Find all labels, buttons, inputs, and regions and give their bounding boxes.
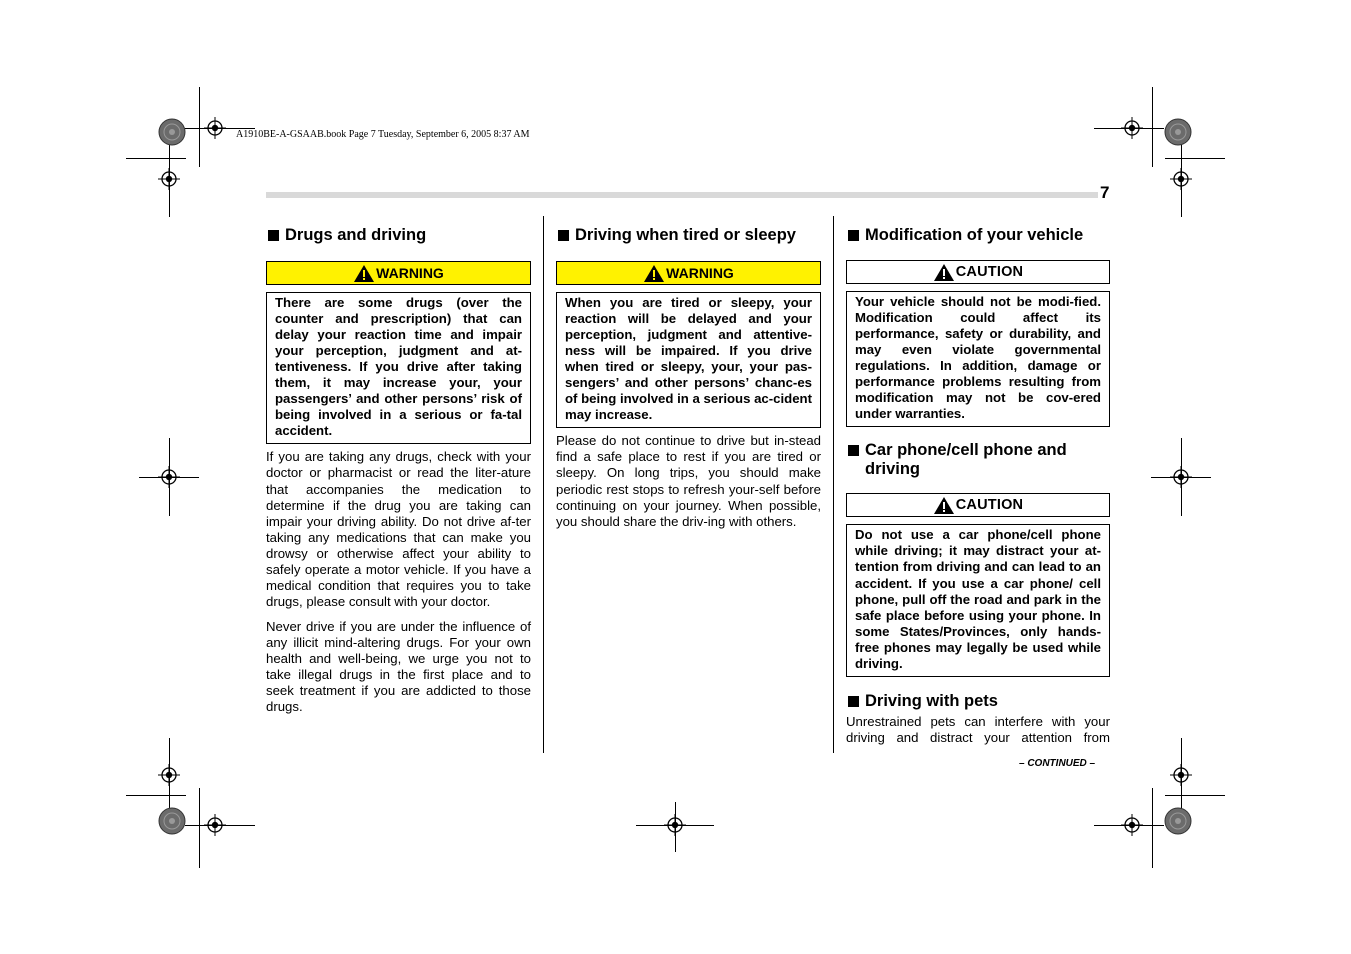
section-heading: Driving when tired or sleepy: [556, 226, 821, 245]
column-tired: [556, 226, 821, 530]
square-bullet-icon: [848, 445, 859, 456]
warning-banner: WARNING: [556, 261, 821, 285]
column-divider: [543, 216, 544, 753]
section-heading: Car phone/cell phone and driving: [846, 441, 1110, 479]
warning-triangle-icon: [933, 263, 955, 282]
registration-crosshair-icon: [1121, 814, 1143, 836]
registration-crosshair-icon: [204, 814, 226, 836]
caution-text-box: Do not use a car phone/cell phone while driving; it may distract your at-tention from driving and can lead to an accident. If you use a car phone/ cell phone, pull off the road and park in the safe place before using your phone. In some States/Provinces, only hands-free phones may legally be used while driving.: [846, 524, 1110, 676]
caution-banner: CAUTION: [846, 260, 1110, 284]
registration-crosshair-icon: [158, 764, 180, 786]
registration-disc-icon: [1164, 118, 1192, 146]
header-bar: [266, 192, 1098, 198]
warning-text-box: There are some drugs (over the counter and prescription) that can delay your reaction time and impair your perception, judgment and at-tentiveness. If you drive after taking them, it may increase your, your passengers’ and other persons’ risk of being involved in a serious or fa-tal accident.: [266, 292, 531, 444]
warning-banner: WARNING: [266, 261, 531, 285]
continued-label: – CONTINUED –: [1019, 758, 1096, 769]
registration-disc-icon: [158, 118, 186, 146]
body-paragraph: Never drive if you are under the influence of any illicit mind-altering drugs. For your own health and well-being, we urge you not to take illegal drugs in the first place and to seek treatment if you are addicted to those drugs.: [266, 618, 531, 715]
warning-triangle-icon: [353, 264, 375, 283]
square-bullet-icon: [268, 230, 279, 241]
warning-triangle-icon: [933, 496, 955, 515]
registration-crosshair-icon: [664, 814, 686, 836]
registration-crosshair-icon: [1121, 117, 1143, 139]
square-bullet-icon: [848, 696, 859, 707]
registration-crosshair-icon: [1170, 466, 1192, 488]
caution-text-box: Your vehicle should not be modi-fied. Modification could affect its performance, safety or durability, and may even violate governmental regulations. In addition, damage or performance problems resulting from modification may not be cov-ered under warranties.: [846, 291, 1110, 427]
section-heading: Drugs and driving: [266, 226, 531, 245]
square-bullet-icon: [848, 230, 859, 241]
registration-crosshair-icon: [158, 466, 180, 488]
body-paragraph: Please do not continue to drive but in-stead find a safe place to rest if you are tired or sleepy. On long trips, you should make periodic rest stops to refresh your-self before continuing on your journey. When possible, you should share the driv-ing with others.: [556, 433, 821, 529]
registration-disc-icon: [158, 807, 186, 835]
body-paragraph: If you are taking any drugs, check with your doctor or pharmacist or read the liter-ature that accompanies the medication to determine if the drug you are taking can impair your driving ability. Do not drive af-ter taking any medications that can make you drowsy or otherwise affect your ability to safely operate a motor vehicle. If you have a medical condition that requires you to take drugs, please consult with your doctor.: [266, 449, 531, 609]
column-modification: [846, 226, 1110, 746]
registration-crosshair-icon: [204, 117, 226, 139]
registration-crosshair-icon: [158, 168, 180, 190]
square-bullet-icon: [558, 230, 569, 241]
registration-crosshair-icon: [1170, 764, 1192, 786]
file-info: A1910BE-A-GSAAB.book Page 7 Tuesday, September 6, 2005 8:37 AM: [236, 129, 530, 140]
column-drugs: [266, 226, 531, 715]
caution-banner: CAUTION: [846, 493, 1110, 517]
page-number: 7: [1100, 183, 1110, 202]
body-paragraph: Unrestrained pets can interfere with your driving and distract your attention from: [846, 713, 1110, 745]
registration-disc-icon: [1164, 807, 1192, 835]
section-heading: Modification of your vehicle: [846, 226, 1110, 245]
registration-crosshair-icon: [1170, 168, 1192, 190]
section-heading: Driving with pets: [846, 692, 1110, 711]
warning-text-box: When you are tired or sleepy, your reaction will be delayed and your perception, judgment and attentive-ness will be impaired. If you drive when tired or sleepy, your, your pas-sengers’ and other persons’ chanc-es of being involved in a serious ac-cident may increase.: [556, 292, 821, 428]
column-divider: [833, 216, 834, 753]
warning-triangle-icon: [643, 264, 665, 283]
